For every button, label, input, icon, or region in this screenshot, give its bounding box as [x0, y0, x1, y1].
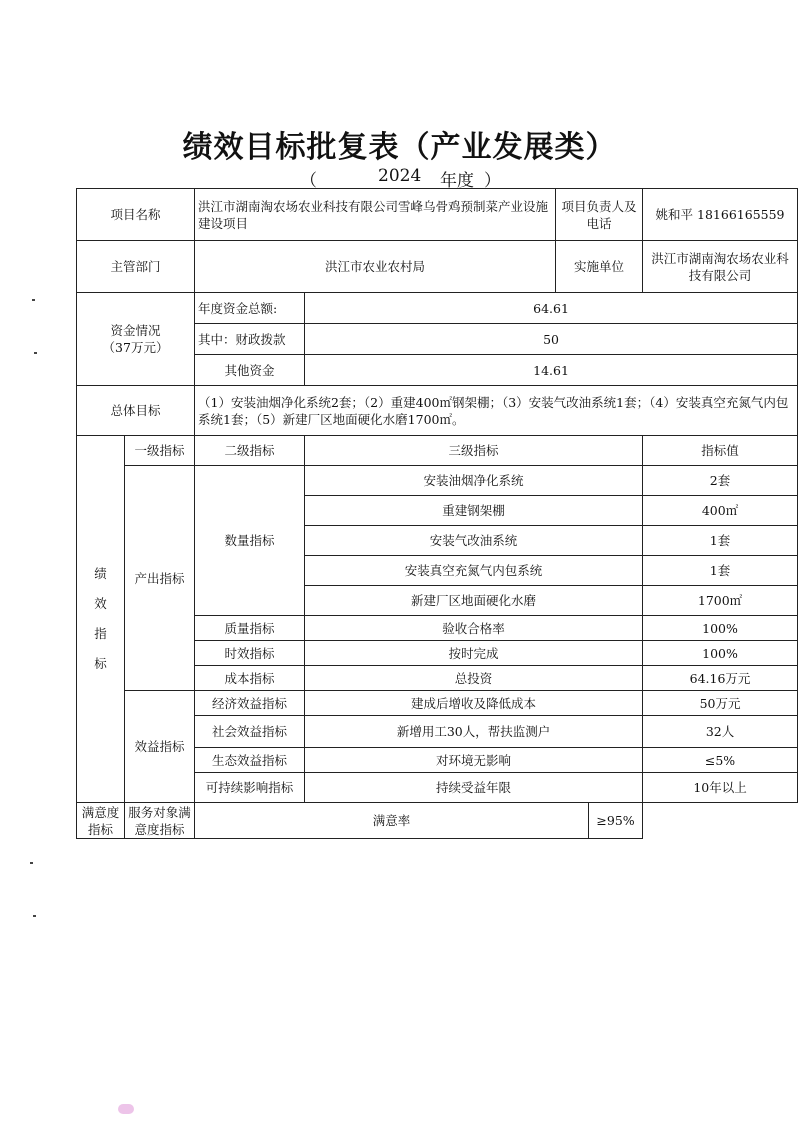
- goal-label: 总体目标: [77, 386, 195, 436]
- impl-unit-value: 洪江市湖南淘农场农业科技有限公司: [643, 241, 798, 293]
- project-row: [77, 189, 798, 241]
- indicator-row: [77, 466, 798, 496]
- benefit-sub-label: 生态效益指标: [195, 748, 305, 773]
- benefit-sub-label: 可持续影响指标: [195, 773, 305, 803]
- indicator-name: 按时完成: [305, 641, 643, 666]
- impl-unit-label: 实施单位: [556, 241, 643, 293]
- project-name-label: 项目名称: [77, 189, 195, 241]
- dept-value: 洪江市农业农村局: [195, 241, 556, 293]
- year-value: 2024: [378, 166, 422, 186]
- indicator-value: 2套: [643, 466, 798, 496]
- satisfaction-row: [77, 803, 798, 839]
- indicator-value: 400㎡: [643, 496, 798, 526]
- indicator-value: 1套: [643, 526, 798, 556]
- year-unit: 年度: [440, 171, 474, 191]
- time-label: 时效指标: [195, 641, 305, 666]
- goal-value: （1）安装油烟净化系统2套；（2）重建400㎡钢架棚；（3）安装气改油系统1套；（4）安装真空充氮气内包系统1套；（5）新建厂区地面硬化水磨1700㎡。: [195, 386, 798, 436]
- indicator-value: 1套: [643, 556, 798, 586]
- funds-other-value: 14.61: [305, 355, 798, 386]
- indicator-value: 100%: [643, 641, 798, 666]
- benefit-sub-label: 经济效益指标: [195, 691, 305, 716]
- funds-label-text: 资金情况: [110, 323, 161, 338]
- indicator-name: 总投资: [305, 666, 643, 691]
- scan-speck: [30, 862, 33, 864]
- indicator-value: ≤5%: [643, 748, 798, 773]
- indicator-name: 新建厂区地面硬化水磨: [305, 586, 643, 616]
- cost-label: 成本指标: [195, 666, 305, 691]
- indicator-name: 新增用工30人，帮扶监测户: [305, 716, 643, 748]
- indicator-value: 10年以上: [643, 773, 798, 803]
- indicator-name: 建成后增收及降低成本: [305, 691, 643, 716]
- indicator-value: 64.16万元: [643, 666, 798, 691]
- funds-total-label: 年度资金总额:: [195, 293, 305, 324]
- indicator-value: 100%: [643, 616, 798, 641]
- perf-side-char-3: 指: [94, 626, 107, 641]
- funds-total-value: 64.61: [305, 293, 798, 324]
- quality-label: 质量指标: [195, 616, 305, 641]
- benefit-label: 效益指标: [125, 691, 195, 803]
- header-level2: 二级指标: [195, 436, 305, 466]
- indicator-value: 50万元: [643, 691, 798, 716]
- perf-side-label: [77, 436, 125, 803]
- funds-row-total: [77, 293, 798, 324]
- indicator-name: 对环境无影响: [305, 748, 643, 773]
- contact-label: 项目负责人及电话: [556, 189, 643, 241]
- year-close-paren: ）: [484, 171, 501, 191]
- perf-side-char-4: 标: [94, 656, 107, 671]
- indicator-value: ≥95%: [589, 803, 643, 839]
- page-title: 绩效目标批复表（产业发展类）: [182, 130, 617, 165]
- performance-form-table: [76, 188, 798, 839]
- header-level3: 三级指标: [305, 436, 643, 466]
- funds-fiscal-value: 50: [305, 324, 798, 355]
- indicator-name: 安装气改油系统: [305, 526, 643, 556]
- satisfaction-label: 满意度指标: [77, 803, 125, 839]
- year-open-paren: （: [300, 171, 317, 191]
- funds-label-sub: （37万元）: [102, 340, 169, 355]
- header-value: 指标值: [643, 436, 798, 466]
- contact-value: 姚和平 18166165559: [643, 189, 798, 241]
- scan-speck: [33, 915, 36, 917]
- funds-fiscal-label: 其中：财政拨款: [195, 324, 305, 355]
- indicator-name: 重建钢架棚: [305, 496, 643, 526]
- indicator-name: 验收合格率: [305, 616, 643, 641]
- funds-other-label: 其他资金: [195, 355, 305, 386]
- dept-label: 主管部门: [77, 241, 195, 293]
- benefit-row: [77, 691, 798, 716]
- project-name-value: 洪江市湖南淘农场农业科技有限公司雪峰乌骨鸡预制菜产业设施建设项目: [195, 189, 556, 241]
- funds-label: [77, 293, 195, 386]
- indicator-name: 安装真空充氮气内包系统: [305, 556, 643, 586]
- scan-speck: [34, 352, 37, 354]
- goal-row: [77, 386, 798, 436]
- output-label: 产出指标: [125, 466, 195, 691]
- indicator-value: 1700㎡: [643, 586, 798, 616]
- perf-side-char-2: 效: [94, 596, 107, 611]
- indicator-value: 32人: [643, 716, 798, 748]
- indicator-name: 满意率: [195, 803, 589, 839]
- indicator-name: 持续受益年限: [305, 773, 643, 803]
- dept-row: [77, 241, 798, 293]
- header-level1: 一级指标: [125, 436, 195, 466]
- indicator-name: 安装油烟净化系统: [305, 466, 643, 496]
- perf-side-char-1: 绩: [94, 566, 107, 581]
- satisfaction-sub-label: 服务对象满意度指标: [125, 803, 195, 839]
- benefit-sub-label: 社会效益指标: [195, 716, 305, 748]
- perf-header-row: [77, 436, 798, 466]
- scan-speck: [32, 299, 35, 301]
- quantity-label: 数量指标: [195, 466, 305, 616]
- scan-ink-blot: [118, 1104, 134, 1114]
